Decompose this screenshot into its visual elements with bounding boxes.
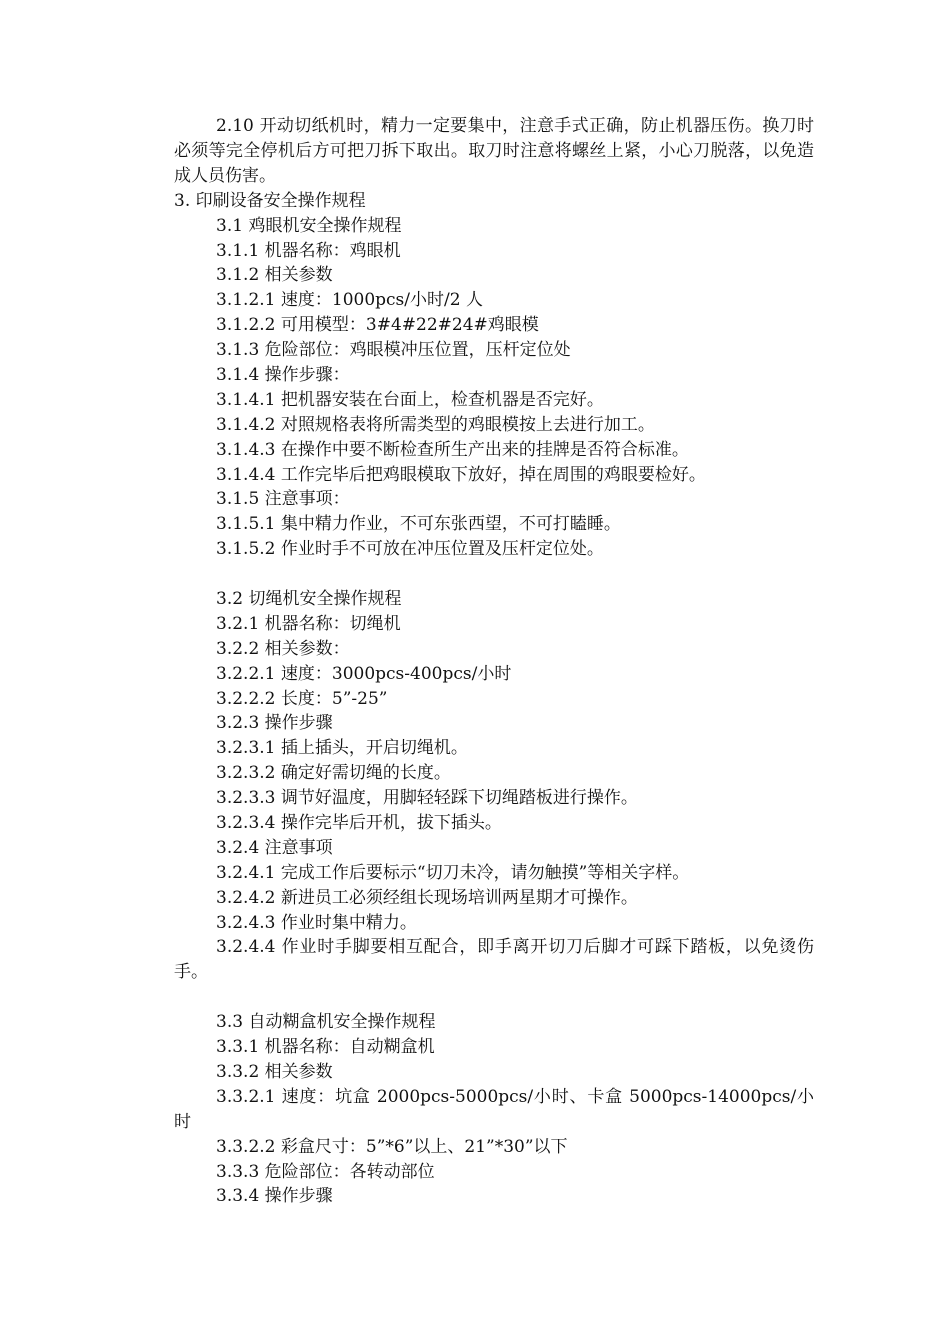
item-3-3-2: 3.3.2 相关参数 bbox=[216, 1061, 333, 1082]
item-3-3-3: 3.3.3 危险部位：各转动部位 bbox=[216, 1161, 435, 1182]
item-3-2-4-3: 3.2.4.3 作业时集中精力。 bbox=[216, 912, 417, 933]
item-3-1-4-4: 3.1.4.4 工作完毕后把鸡眼模取下放好，掉在周围的鸡眼要检好。 bbox=[216, 464, 706, 485]
item-3-1-5-1: 3.1.5.1 集中精力作业，不可东张西望，不可打瞌睡。 bbox=[216, 514, 621, 535]
item-3-2-2-1: 3.2.2.1 速度：3000pcs-400pcs/小时 bbox=[216, 663, 512, 684]
item-3-3-2-1: 3.3.2.1 速度：坑盒 2000pcs-5000pcs/小时、卡盒 5000pcs-14000pcs/小时 bbox=[174, 1086, 814, 1132]
item-3-2-1: 3.2.1 机器名称：切绳机 bbox=[216, 613, 401, 634]
section-heading-3: 3. 印刷设备安全操作规程 bbox=[174, 190, 366, 211]
item-3-3-4: 3.3.4 操作步骤 bbox=[216, 1186, 333, 1207]
item-3-1-2: 3.1.2 相关参数 bbox=[216, 265, 333, 286]
item-3-1-1: 3.1.1 机器名称：鸡眼机 bbox=[216, 240, 401, 261]
paragraph-2-10: 2.10 开动切纸机时，精力一定要集中，注意手式正确，防止机器压伤。换刀时必须等完全停机后方可把刀拆下取出。取刀时注意将螺丝上紧，小心刀脱落，以免造成人员伤害。 bbox=[174, 116, 814, 186]
item-3-2-3-2: 3.2.3.2 确定好需切绳的长度。 bbox=[216, 763, 451, 784]
item-3-1-2-1: 3.1.2.1 速度：1000pcs/小时/2 人 bbox=[216, 290, 483, 311]
item-3-1-4-1: 3.1.4.1 把机器安装在台面上，检查机器是否完好。 bbox=[216, 389, 604, 410]
item-3-2-4-2: 3.2.4.2 新进员工必须经组长现场培训两星期才可操作。 bbox=[216, 887, 638, 908]
blank-line bbox=[174, 985, 814, 1010]
item-3-1-5-2: 3.1.5.2 作业时手不可放在冲压位置及压杆定位处。 bbox=[216, 539, 604, 560]
item-3-3-1: 3.3.1 机器名称：自动糊盒机 bbox=[216, 1037, 435, 1058]
subsection-heading-3-2: 3.2 切绳机安全操作规程 bbox=[216, 588, 402, 609]
item-3-1-5: 3.1.5 注意事项： bbox=[216, 489, 350, 510]
item-3-2-3-4: 3.2.3.4 操作完毕后开机，拔下插头。 bbox=[216, 812, 502, 833]
item-3-2-3-1: 3.2.3.1 插上插头，开启切绳机。 bbox=[216, 738, 468, 759]
item-3-1-2-2: 3.1.2.2 可用模型：3#4#22#24#鸡眼模 bbox=[216, 315, 539, 336]
document-body bbox=[174, 114, 814, 1209]
item-3-1-4: 3.1.4 操作步骤： bbox=[216, 364, 350, 385]
item-3-2-4-1: 3.2.4.1 完成工作后要标示“切刀未冷，请勿触摸”等相关字样。 bbox=[216, 862, 690, 883]
item-3-2-2: 3.2.2 相关参数： bbox=[216, 638, 350, 659]
item-3-2-4-4: 3.2.4.4 作业时手脚要相互配合，即手离开切刀后脚才可踩下踏板，以免烫伤手。 bbox=[174, 937, 814, 983]
item-3-1-4-3: 3.1.4.3 在操作中要不断检查所生产出来的挂牌是否符合标准。 bbox=[216, 439, 689, 460]
item-3-2-4: 3.2.4 注意事项 bbox=[216, 837, 333, 858]
item-3-1-3: 3.1.3 危险部位：鸡眼模冲压位置，压杆定位处 bbox=[216, 340, 571, 361]
subsection-heading-3-1: 3.1 鸡眼机安全操作规程 bbox=[216, 215, 402, 236]
item-3-2-3-3: 3.2.3.3 调节好温度，用脚轻轻踩下切绳踏板进行操作。 bbox=[216, 788, 638, 809]
item-3-1-4-2: 3.1.4.2 对照规格表将所需类型的鸡眼模按上去进行加工。 bbox=[216, 414, 655, 435]
item-3-2-2-2: 3.2.2.2 长度：5”-25” bbox=[216, 688, 388, 709]
subsection-heading-3-3: 3.3 自动糊盒机安全操作规程 bbox=[216, 1012, 436, 1033]
item-3-3-2-2: 3.3.2.2 彩盒尺寸：5”*6”以上、21”*30”以下 bbox=[216, 1136, 568, 1157]
item-3-2-3: 3.2.3 操作步骤 bbox=[216, 713, 333, 734]
blank-line bbox=[174, 562, 814, 587]
